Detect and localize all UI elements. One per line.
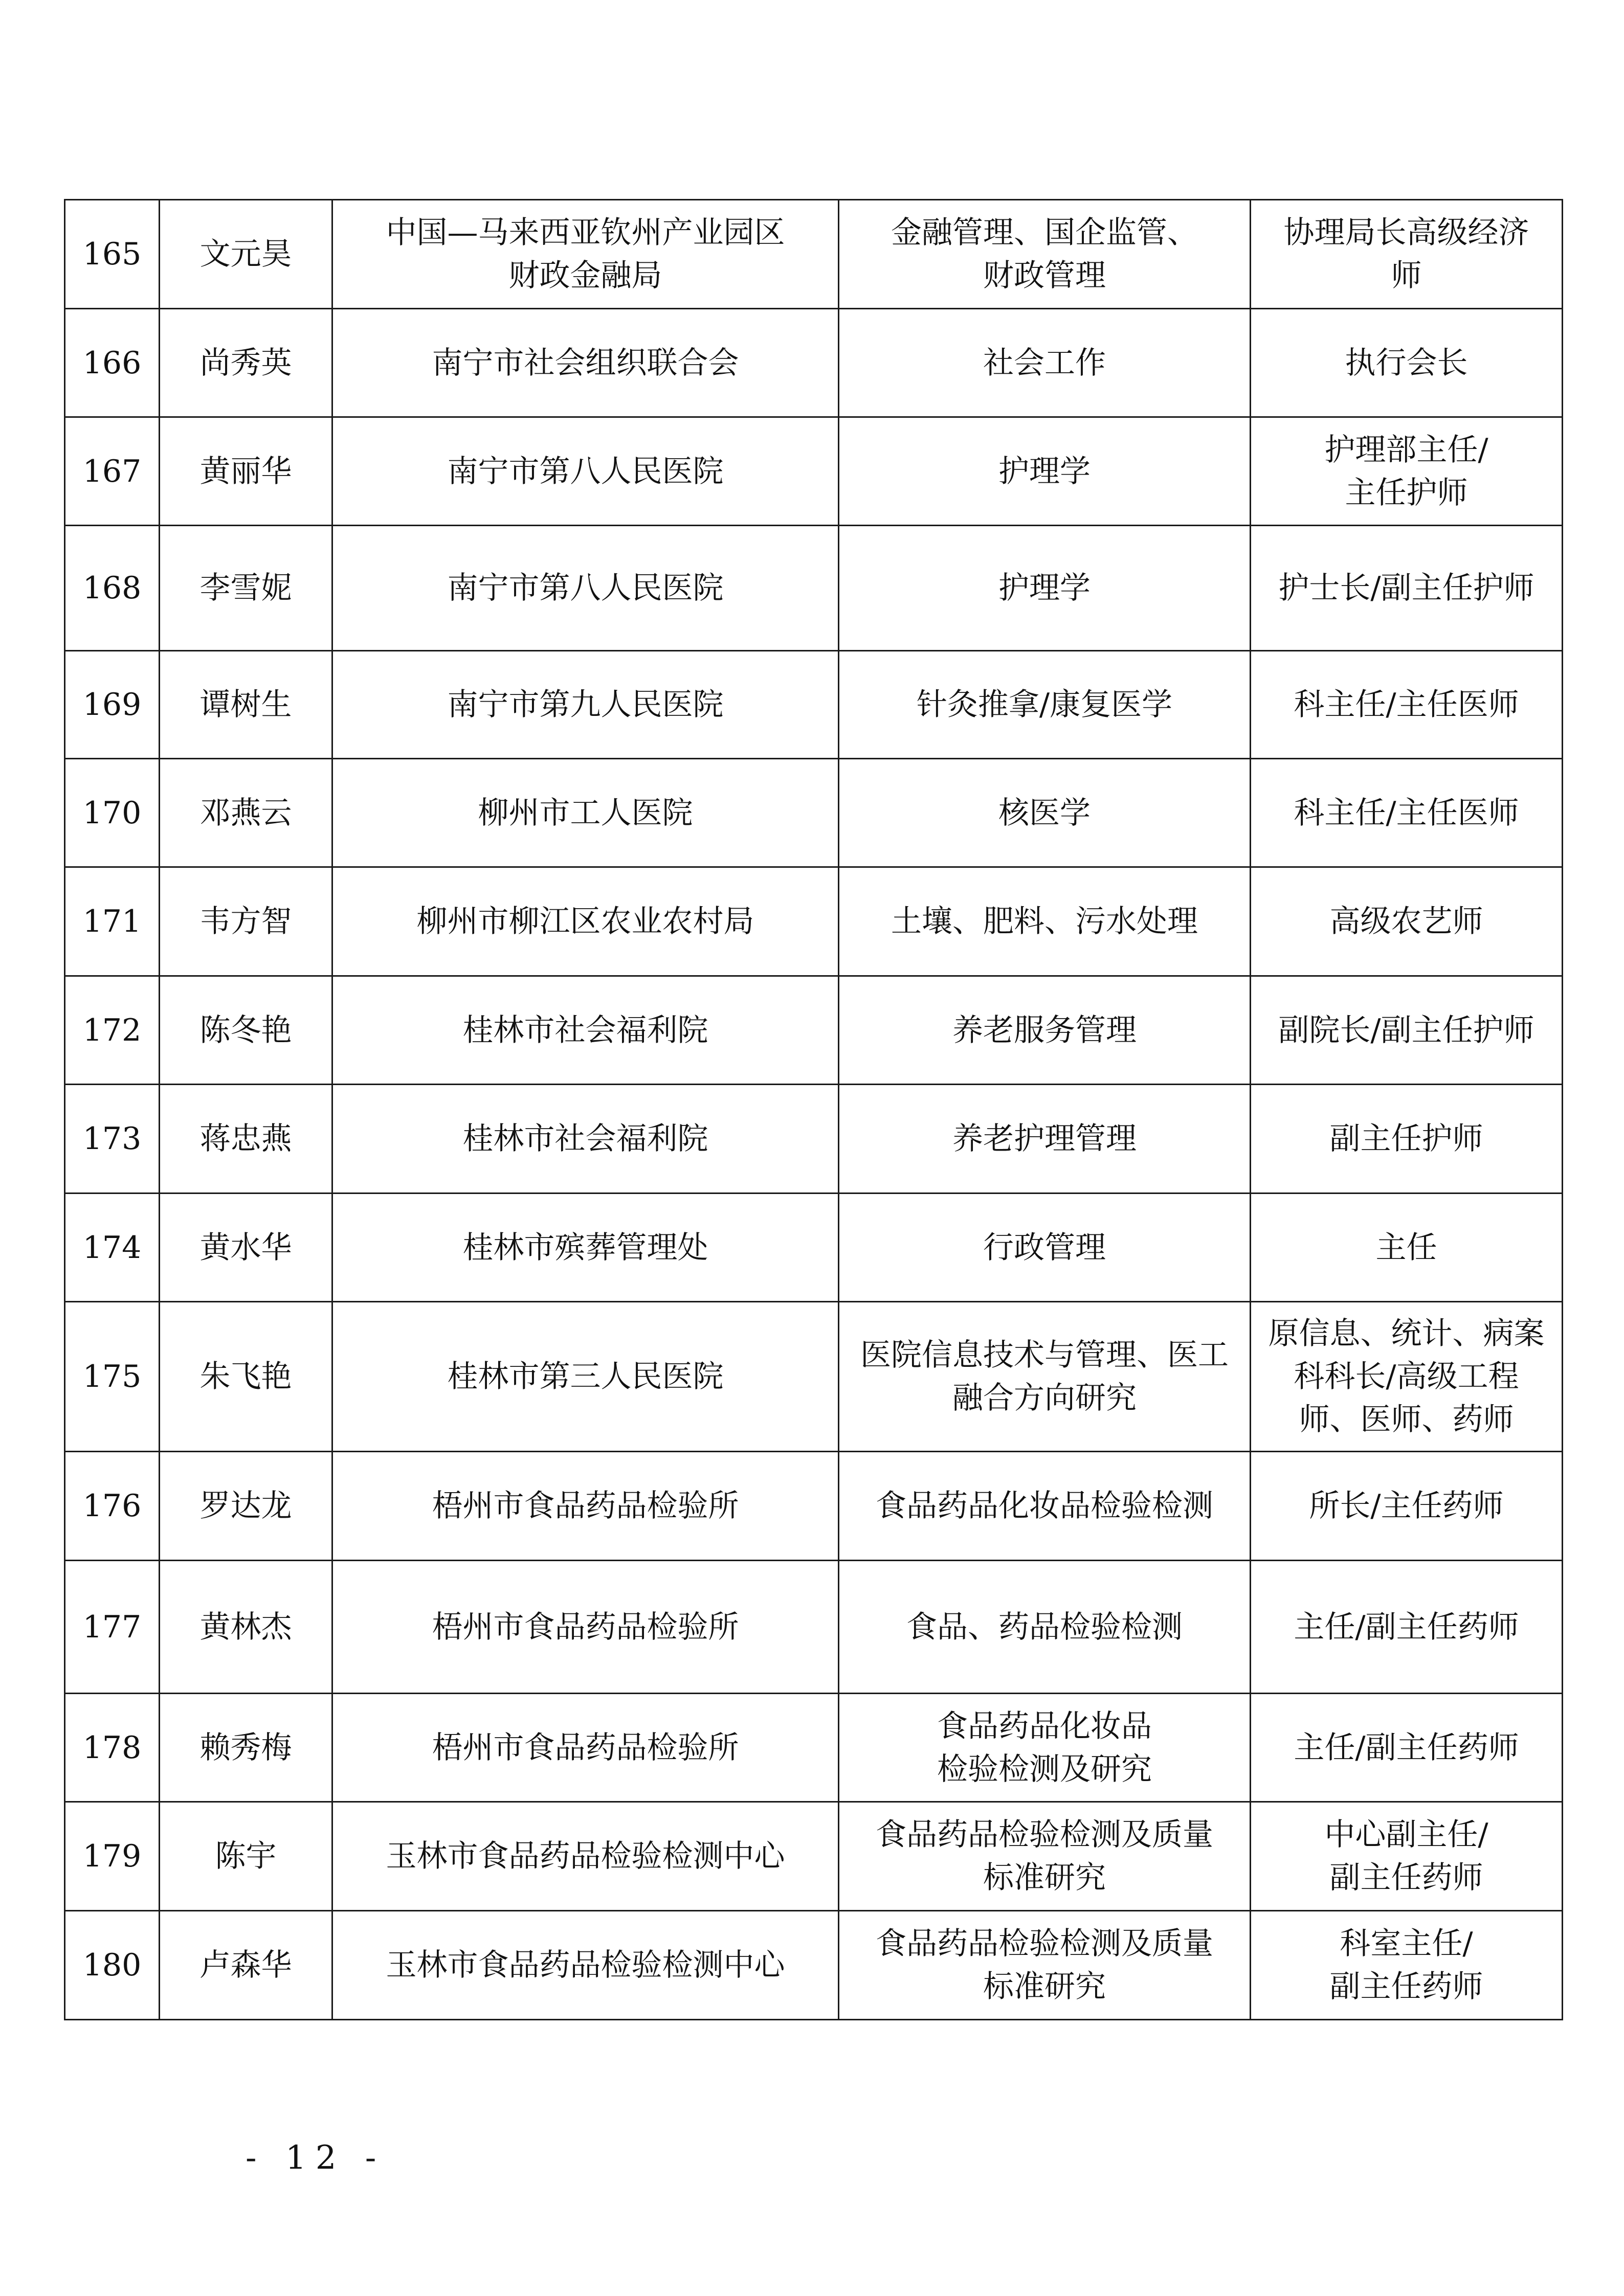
cell-name-text: 卢森华 (199, 1947, 292, 1983)
cell-field (839, 1302, 1251, 1452)
cell-unit (332, 976, 839, 1085)
cell-name-text: 李雪妮 (199, 570, 292, 606)
cell-name (160, 526, 332, 651)
cell-unit-text: 桂林市殡葬管理处 (462, 1229, 708, 1266)
cell-name-text: 谭树生 (199, 687, 292, 723)
cell-name-text: 尚秀英 (199, 345, 292, 381)
cell-field (839, 1194, 1251, 1302)
cell-name (160, 1802, 332, 1911)
cell-number-text: 167 (82, 453, 142, 489)
cell-title-text: 科主任/主任医师 (1294, 687, 1519, 723)
cell-title-text: 副主任护师 (1329, 1121, 1483, 1157)
cell-title (1251, 200, 1563, 309)
cell-name-text: 黄丽华 (199, 453, 292, 489)
cell-number (65, 1452, 160, 1561)
cell-field-text: 食品、药品检验检测 (906, 1609, 1183, 1645)
cell-title-text: 科主任/主任医师 (1294, 795, 1519, 831)
cell-field (839, 1694, 1251, 1802)
table-row (65, 1085, 1563, 1194)
table-row (65, 1802, 1563, 1911)
cell-name-text: 韦方智 (199, 904, 292, 939)
cell-number-text: 178 (82, 1729, 142, 1766)
table-row (65, 651, 1563, 759)
cell-title (1251, 976, 1563, 1085)
cell-number-text: 180 (82, 1947, 142, 1983)
cell-unit (332, 1694, 839, 1802)
roster-table (64, 199, 1563, 2020)
cell-number-text: 169 (82, 687, 142, 723)
cell-unit (332, 1802, 839, 1911)
cell-unit (332, 526, 839, 651)
cell-number-text: 171 (82, 904, 142, 939)
cell-name (160, 867, 332, 976)
cell-number (65, 976, 160, 1085)
cell-number-text: 175 (82, 1359, 142, 1394)
cell-name-text: 黄林杰 (199, 1609, 292, 1645)
cell-number (65, 1911, 160, 2020)
cell-name-text: 邓燕云 (199, 795, 292, 831)
cell-number (65, 417, 160, 526)
cell-field-text: 行政管理 (983, 1229, 1106, 1266)
table-row (65, 1194, 1563, 1302)
cell-number (65, 309, 160, 417)
cell-title (1251, 1085, 1563, 1194)
cell-field-text: 核医学 (998, 795, 1091, 831)
cell-field-text: 医院信息技术与管理、医工 融合方向研究 (860, 1337, 1229, 1416)
cell-unit-text: 桂林市第三人民医院 (447, 1359, 724, 1394)
cell-field (839, 417, 1251, 526)
cell-field-text: 针灸推拿/康复医学 (916, 687, 1173, 723)
cell-number-text: 172 (82, 1012, 142, 1048)
cell-number (65, 1561, 160, 1694)
table-row (65, 759, 1563, 867)
cell-title (1251, 1452, 1563, 1561)
cell-field (839, 1802, 1251, 1911)
cell-number (65, 1085, 160, 1194)
cell-title-text: 所长/主任药师 (1309, 1488, 1504, 1524)
cell-unit-text: 柳州市柳江区农业农村局 (416, 904, 754, 939)
cell-name (160, 1694, 332, 1802)
table-row (65, 1694, 1563, 1802)
table-row (65, 1911, 1563, 2020)
cell-title (1251, 759, 1563, 867)
cell-number-text: 170 (82, 795, 142, 831)
cell-number-text: 166 (82, 345, 142, 381)
cell-title-text: 原信息、统计、病案 科科长/高级工程 师、医师、药师 (1268, 1316, 1545, 1437)
cell-name (160, 759, 332, 867)
cell-unit (332, 1085, 839, 1194)
cell-unit-text: 梧州市食品药品检验所 (432, 1729, 739, 1766)
cell-number (65, 651, 160, 759)
cell-name (160, 1911, 332, 2020)
cell-name (160, 1302, 332, 1452)
cell-name (160, 976, 332, 1085)
cell-field-text: 社会工作 (983, 345, 1106, 381)
cell-number-text: 174 (82, 1229, 142, 1266)
cell-field (839, 867, 1251, 976)
cell-unit-text: 桂林市社会福利院 (462, 1121, 708, 1157)
cell-unit-text: 柳州市工人医院 (478, 795, 693, 831)
cell-title (1251, 1561, 1563, 1694)
cell-title (1251, 309, 1563, 417)
cell-field (839, 976, 1251, 1085)
cell-title (1251, 867, 1563, 976)
cell-name-text: 蒋忠燕 (199, 1121, 292, 1157)
cell-unit-text: 南宁市第八人民医院 (447, 453, 724, 489)
cell-unit-text: 南宁市社会组织联合会 (432, 345, 739, 381)
cell-field-text: 土壤、肥料、污水处理 (891, 904, 1198, 939)
cell-number-text: 173 (82, 1121, 142, 1157)
cell-title-text: 执行会长 (1345, 345, 1468, 381)
cell-field (839, 1452, 1251, 1561)
table-row (65, 200, 1563, 309)
cell-field (839, 309, 1251, 417)
cell-name-text: 陈宇 (215, 1838, 277, 1874)
cell-name (160, 1561, 332, 1694)
cell-name-text: 黄水华 (199, 1229, 292, 1266)
table-row (65, 526, 1563, 651)
table-row (65, 1302, 1563, 1452)
cell-unit (332, 651, 839, 759)
cell-title (1251, 1802, 1563, 1911)
cell-name (160, 1452, 332, 1561)
cell-number (65, 1194, 160, 1302)
cell-unit-text: 梧州市食品药品检验所 (432, 1488, 739, 1524)
cell-name (160, 200, 332, 309)
cell-unit (332, 200, 839, 309)
cell-name (160, 1085, 332, 1194)
cell-unit-text: 南宁市第九人民医院 (447, 687, 724, 723)
cell-number (65, 867, 160, 976)
cell-field-text: 食品药品化妆品检验检测 (876, 1488, 1213, 1524)
cell-field (839, 1561, 1251, 1694)
cell-title-text: 副院长/副主任护师 (1278, 1012, 1534, 1048)
cell-number-text: 165 (82, 236, 142, 272)
cell-unit (332, 1911, 839, 2020)
cell-title-text: 高级农艺师 (1329, 904, 1483, 939)
cell-title (1251, 1911, 1563, 2020)
cell-field-text: 养老服务管理 (952, 1012, 1137, 1048)
table-row (65, 1452, 1563, 1561)
cell-unit-text: 玉林市食品药品检验检测中心 (386, 1947, 785, 1983)
cell-name (160, 651, 332, 759)
table-row (65, 309, 1563, 417)
cell-title (1251, 417, 1563, 526)
cell-field-text: 养老护理管理 (952, 1121, 1137, 1157)
cell-field-text: 金融管理、国企监管、 财政管理 (891, 215, 1198, 294)
table-row (65, 976, 1563, 1085)
table-row (65, 417, 1563, 526)
cell-unit (332, 417, 839, 526)
roster-table-body (65, 200, 1563, 2020)
cell-title-text: 中心副主任/ 副主任药师 (1324, 1817, 1488, 1896)
cell-field-text: 护理学 (998, 453, 1091, 489)
cell-number (65, 1802, 160, 1911)
cell-name-text: 文元昊 (199, 236, 292, 272)
cell-unit (332, 867, 839, 976)
cell-number-text: 168 (82, 570, 142, 606)
cell-number-text: 176 (82, 1488, 142, 1524)
cell-field (839, 759, 1251, 867)
cell-title-text: 护士长/副主任护师 (1278, 570, 1534, 606)
cell-number-text: 177 (82, 1609, 142, 1645)
cell-number (65, 200, 160, 309)
cell-field (839, 200, 1251, 309)
cell-unit (332, 759, 839, 867)
cell-name-text: 赖秀梅 (199, 1729, 292, 1766)
cell-unit (332, 1194, 839, 1302)
cell-unit-text: 玉林市食品药品检验检测中心 (386, 1838, 785, 1874)
cell-unit (332, 1302, 839, 1452)
cell-name (160, 1194, 332, 1302)
cell-title (1251, 1694, 1563, 1802)
cell-field-text: 食品药品检验检测及质量 标准研究 (876, 1926, 1213, 2005)
cell-unit (332, 1561, 839, 1694)
cell-title-text: 主任 (1375, 1229, 1437, 1266)
cell-number (65, 1302, 160, 1452)
cell-unit-text: 桂林市社会福利院 (462, 1012, 708, 1048)
cell-field (839, 526, 1251, 651)
cell-field-text: 食品药品化妆品 检验检测及研究 (937, 1708, 1152, 1787)
cell-unit-text: 梧州市食品药品检验所 (432, 1609, 739, 1645)
cell-unit (332, 309, 839, 417)
cell-title-text: 护理部主任/ 主任护师 (1324, 432, 1488, 511)
cell-name-text: 罗达龙 (199, 1488, 292, 1524)
cell-name-text: 陈冬艳 (199, 1012, 292, 1048)
cell-title (1251, 526, 1563, 651)
cell-title-text: 主任/副主任药师 (1294, 1609, 1519, 1645)
cell-field (839, 1911, 1251, 2020)
cell-title (1251, 1302, 1563, 1452)
cell-title (1251, 1194, 1563, 1302)
page-number: - 12 - (246, 2139, 386, 2177)
cell-name-text: 朱飞艳 (199, 1359, 292, 1394)
cell-number (65, 526, 160, 651)
cell-unit (332, 1452, 839, 1561)
cell-title-text: 主任/副主任药师 (1294, 1729, 1519, 1766)
cell-field (839, 1085, 1251, 1194)
cell-title-text: 科室主任/ 副主任药师 (1329, 1926, 1483, 2005)
cell-number (65, 1694, 160, 1802)
cell-name (160, 417, 332, 526)
cell-title (1251, 651, 1563, 759)
table-row (65, 1561, 1563, 1694)
cell-title-text: 协理局长高级经济 师 (1283, 215, 1529, 294)
cell-unit-text: 南宁市第八人民医院 (447, 570, 724, 606)
cell-name (160, 309, 332, 417)
cell-unit-text: 中国—马来西亚钦州产业园区 财政金融局 (386, 215, 785, 294)
cell-number-text: 179 (82, 1838, 142, 1874)
cell-number (65, 759, 160, 867)
table-row (65, 867, 1563, 976)
cell-field (839, 651, 1251, 759)
cell-field-text: 食品药品检验检测及质量 标准研究 (876, 1817, 1213, 1896)
cell-field-text: 护理学 (998, 570, 1091, 606)
